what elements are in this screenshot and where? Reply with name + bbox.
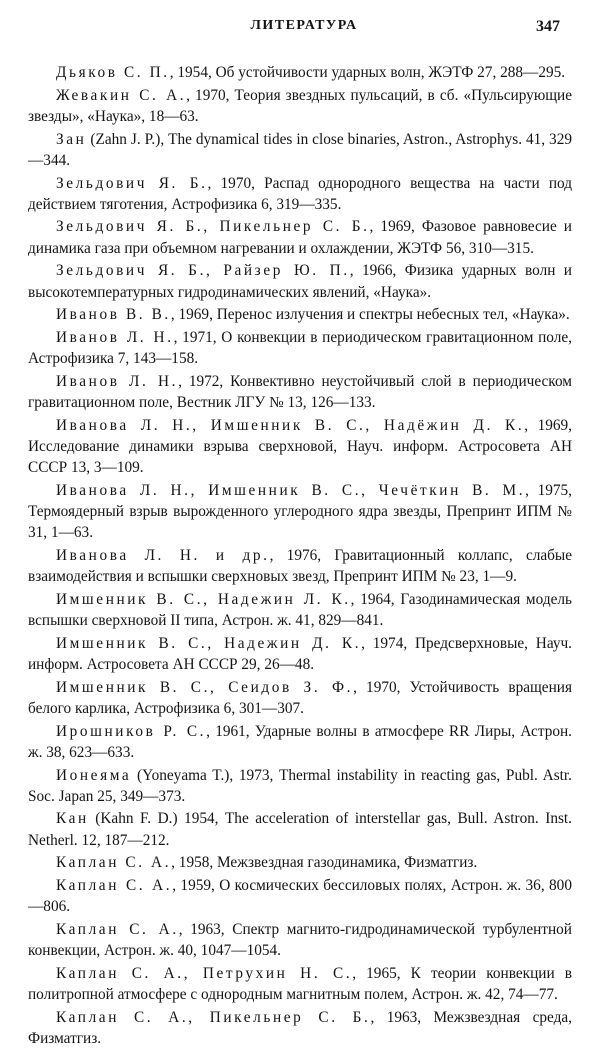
reference-author: Каплан С. А., Пикельнер С. Б. <box>56 1008 371 1026</box>
page-header <box>48 18 560 42</box>
reference-entry <box>28 963 572 1005</box>
running-title: ЛИТЕРАТУРА <box>250 18 358 33</box>
reference-author: Иванов Л. Н. <box>56 372 179 390</box>
reference-entry <box>28 677 572 719</box>
reference-text: , 1970, Распад однородного вещества на части под действием тяготения, Астрофизика 6, 319—335. <box>28 174 572 213</box>
reference-text: , 1959, О космических бессиловых полях, Астрон. ж. 36, 800—806. <box>28 877 572 916</box>
reference-entry <box>28 875 572 917</box>
reference-entry <box>28 304 572 325</box>
reference-entry <box>28 260 572 302</box>
reference-entry <box>28 62 572 83</box>
reference-text: , 1965, К теории конвекции в политропной атмосфере с однородным магнитным полем, Астрон. ж. 42, 74—77. <box>28 964 572 1004</box>
reference-entry <box>28 173 572 215</box>
reference-text: , 1954, Об устойчивости ударных волн, ЖЭТФ 27, 288—295. <box>169 64 566 81</box>
reference-text: , 1969, Исследование динамики взрыва сверхновой, Науч. информ. Астросовета АН СССР 13, 3—109. <box>28 416 572 477</box>
reference-entry <box>28 480 572 544</box>
reference-entry <box>28 129 572 171</box>
reference-author: Иванова Л. Н., Имшенник В. С., Надёжин Д. К. <box>56 416 525 434</box>
reference-entry <box>28 765 572 807</box>
reference-text: , 1964, Газодинамическая модель вспышки сверхновой II типа, Астрон. ж. 41, 829—841. <box>28 590 573 630</box>
reference-entry <box>28 545 572 587</box>
reference-author: Каплан С. А. <box>56 854 172 872</box>
reference-list <box>28 62 572 1051</box>
reference-text: , 1974, Предсверхновые, Науч. информ. Астросовета АН СССР 29, 26—48. <box>28 634 572 673</box>
reference-author: Жевакин С. А. <box>56 86 187 104</box>
reference-text: , 1972, Конвективно неустойчивый слой в периодическом гравитационном поле, Вестник ЛГУ № 13, 126—133. <box>28 372 572 412</box>
reference-text: , 1969, Фазовое равновесие и динамика газа при объемном нагревании и охлаждении, ЖЭТФ 56, 310—315. <box>28 218 572 257</box>
reference-text: , 1971, О конвекции в периодическом гравитационном поле, Астрофизика 7, 143—158. <box>28 328 572 368</box>
reference-entry <box>28 415 572 479</box>
reference-author: Иванова Л. Н. и др. <box>56 546 270 564</box>
reference-text: , 1963, Межзвездная среда, Физматгиз. <box>28 1008 572 1047</box>
reference-author: Каплан С. А. <box>56 920 179 938</box>
reference-author: Каплан С. А., Петрухин Н. С. <box>56 964 353 982</box>
reference-text: (Kahn F. D.) 1954, The acceleration of interstellar gas, Bull. Astron. Inst. Netherl. 12, 187—212. <box>28 810 572 849</box>
reference-author: Имшенник В. С., Надежин Л. К. <box>56 590 351 608</box>
reference-author: Зельдович Я. Б. <box>56 174 208 192</box>
reference-author: Имшенник В. С., Сеидов З. Ф. <box>56 678 354 696</box>
reference-entry <box>28 589 572 631</box>
reference-text: , 1970, Теория звездных пульсаций, в сб. «Пульсирующие звезды», «Наука», 18—63. <box>28 86 573 125</box>
reference-entry <box>28 721 572 763</box>
reference-text: (Zahn J. P.), The dynamical tides in close binaries, Astron., Astrophys. 41, 329—344. <box>28 130 572 169</box>
reference-entry <box>28 371 572 413</box>
reference-entry <box>28 1007 572 1049</box>
reference-author: Имшенник В. С., Надежин Д. К. <box>56 634 362 652</box>
reference-entry <box>28 919 572 961</box>
reference-author: Зельдович Я. Б., Райзер Ю. П. <box>56 262 350 280</box>
reference-entry <box>28 633 572 675</box>
reference-entry <box>28 808 572 850</box>
reference-author: Иванов Л. Н. <box>56 328 174 346</box>
reference-text: , 1966, Физика ударных волн и высокотемпературных гидродинамических явлений, «Наука». <box>28 262 572 301</box>
reference-author: Каплан С. А. <box>56 877 173 895</box>
reference-text: , 1963, Спектр магнито-гидродинамической турбулентной конвекции, Астрон. ж. 40, 1047—1054. <box>28 920 572 960</box>
reference-text: , 1970, Устойчивость вращения белого карлика, Астрофизика 6, 301—307. <box>28 678 572 717</box>
reference-text: , 1969, Перенос излучения и спектры небесных тел, «Наука». <box>170 306 570 324</box>
reference-author: Дьяков С. П. <box>56 64 170 81</box>
reference-text: , 1961, Ударные волны в атмосфере RR Лиры, Астрон. ж. 38, 623—633. <box>28 722 573 761</box>
reference-entry <box>28 85 572 127</box>
reference-author: Зельдович Я. Б., Пикельнер С. Б. <box>56 218 370 236</box>
reference-author: Ионеяма <box>56 766 132 784</box>
reference-author: Ирошников Р. С. <box>56 722 207 740</box>
reference-entry <box>28 216 572 258</box>
reference-author: Иванов В. В. <box>56 306 171 324</box>
reference-text: , 1975, Термоядерный взрыв вырожденного углеродного ядра звезды, Препринт ИПМ № 31, 1—63. <box>28 481 572 542</box>
reference-author: Иванова Л. Н., Имшенник В. С., Чечёткин В. М. <box>56 481 526 499</box>
reference-entry <box>28 327 572 369</box>
reference-author: Зан <box>56 130 87 148</box>
reference-entry <box>28 852 572 873</box>
reference-text: , 1976, Гравитационный коллапс, слабые взаимодействия и вспышки сверхновых звезд, Препринт ИПМ № 23, 1—9. <box>28 546 573 586</box>
reference-author: Кан <box>56 810 89 828</box>
reference-text: , 1958, Межзвездная газодинамика, Физматгиз. <box>171 854 478 872</box>
page-number: 347 <box>536 18 560 35</box>
reference-text: (Yoneyama T.), 1973, Thermal instability in reacting gas, Publ. Astr. Soc. Japan 25, 349—373. <box>28 766 572 805</box>
